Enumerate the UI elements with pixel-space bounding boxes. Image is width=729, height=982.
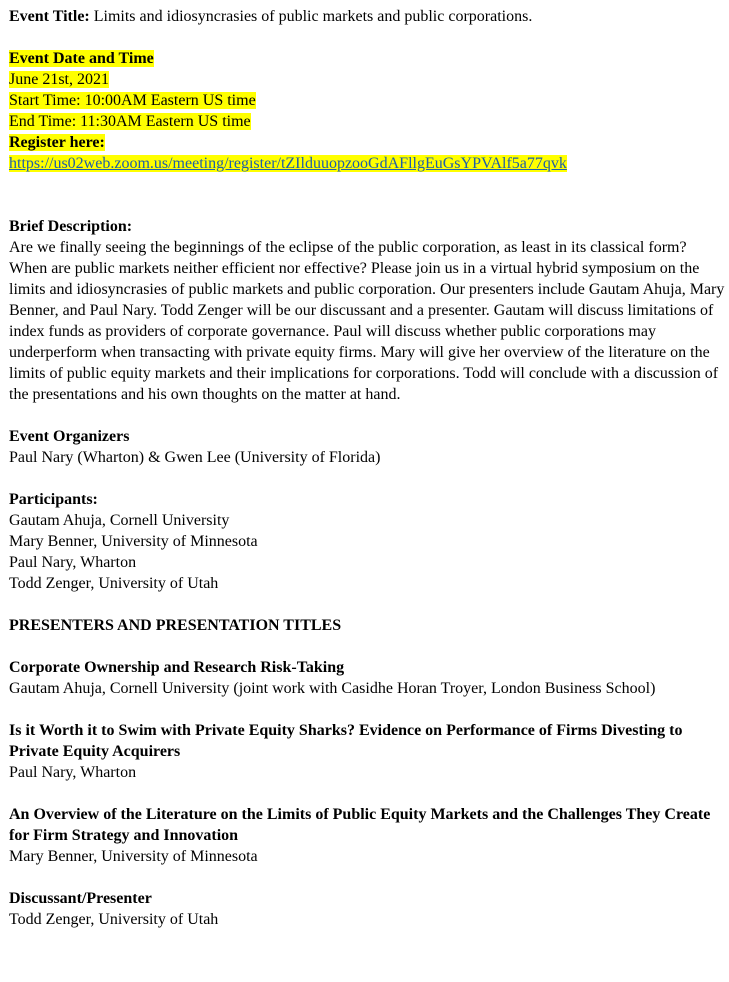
presentation-presenter: Paul Nary, Wharton — [9, 764, 137, 781]
presenters-heading: PRESENTERS AND PRESENTATION TITLES — [9, 617, 342, 634]
event-start-time: Start Time: 10:00AM Eastern US time — [9, 92, 256, 109]
presentation-presenter: Mary Benner, University of Minnesota — [9, 848, 258, 865]
brief-description-text: Are we finally seeing the beginnings of the eclipse of the public corporation, as least in its classical form? When are public markets neither efficient nor effective? Please join us in a virtual hybrid symposium on the limits and idiosyncrasies of public markets and public corporation. Our presenters include Gautam Ahuja, Mary Benner, and Paul Nary. Todd Zenger will be our discussant and a presenter. Gautam will discuss limitations of index funds as providers of corporate governance. Paul will discuss whether public corporations may underperform when transacting with private equity firms. Mary will give her overview of the literature on the limits of public equity markets and their implications for corporations. Todd will conclude with a discussion of the presentations and his own thoughts on the matter at hand. — [9, 239, 725, 403]
presentation-presenter: Todd Zenger, University of Utah — [9, 911, 219, 928]
presentation-item — [9, 657, 725, 699]
organizers-section — [9, 426, 725, 468]
presentation-item — [9, 720, 725, 783]
spacer — [9, 699, 725, 720]
spacer — [9, 468, 725, 489]
participant-item: Mary Benner, University of Minnesota — [9, 533, 258, 550]
presentation-title: Discussant/Presenter — [9, 890, 152, 907]
participant-item: Todd Zenger, University of Utah — [9, 575, 219, 592]
register-link[interactable]: https://us02web.zoom.us/meeting/register/tZIlduuopzooGdAFllgEuGsYPVAlf5a77qvk — [9, 155, 567, 172]
presentation-item — [9, 804, 725, 867]
spacer — [9, 405, 725, 426]
spacer — [9, 594, 725, 615]
presentation-title: Is it Worth it to Swim with Private Equity Sharks? Evidence on Performance of Firms Divesting to Private Equity Acquirers — [9, 722, 683, 760]
participants-section — [9, 489, 725, 594]
event-date-time-section — [9, 48, 725, 174]
event-title-label: Event Title: — [9, 8, 90, 25]
presentation-item — [9, 888, 725, 930]
event-date: June 21st, 2021 — [9, 71, 109, 88]
spacer — [9, 867, 725, 888]
participant-item: Paul Nary, Wharton — [9, 554, 137, 571]
presentation-title: An Overview of the Literature on the Limits of Public Equity Markets and the Challenges They Create for Firm Strategy and Innovation — [9, 806, 711, 844]
organizers-text: Paul Nary (Wharton) & Gwen Lee (University of Florida) — [9, 449, 381, 466]
event-title-value: Limits and idiosyncrasies of public markets and public corporations. — [89, 8, 533, 25]
participants-heading: Participants: — [9, 491, 98, 508]
spacer — [9, 27, 725, 48]
event-title-line — [9, 6, 725, 27]
brief-description-section — [9, 216, 725, 405]
participant-item: Gautam Ahuja, Cornell University — [9, 512, 230, 529]
spacer — [9, 783, 725, 804]
document-body — [9, 6, 725, 930]
event-date-time-heading: Event Date and Time — [9, 50, 154, 67]
spacer — [9, 174, 725, 216]
presentation-title: Corporate Ownership and Research Risk-Taking — [9, 659, 345, 676]
presentation-presenter: Gautam Ahuja, Cornell University (joint work with Casidhe Horan Troyer, London Business School) — [9, 680, 656, 697]
brief-description-heading: Brief Description: — [9, 218, 133, 235]
organizers-heading: Event Organizers — [9, 428, 130, 445]
spacer — [9, 636, 725, 657]
register-label: Register here: — [9, 134, 105, 151]
event-end-time: End Time: 11:30AM Eastern US time — [9, 113, 251, 130]
